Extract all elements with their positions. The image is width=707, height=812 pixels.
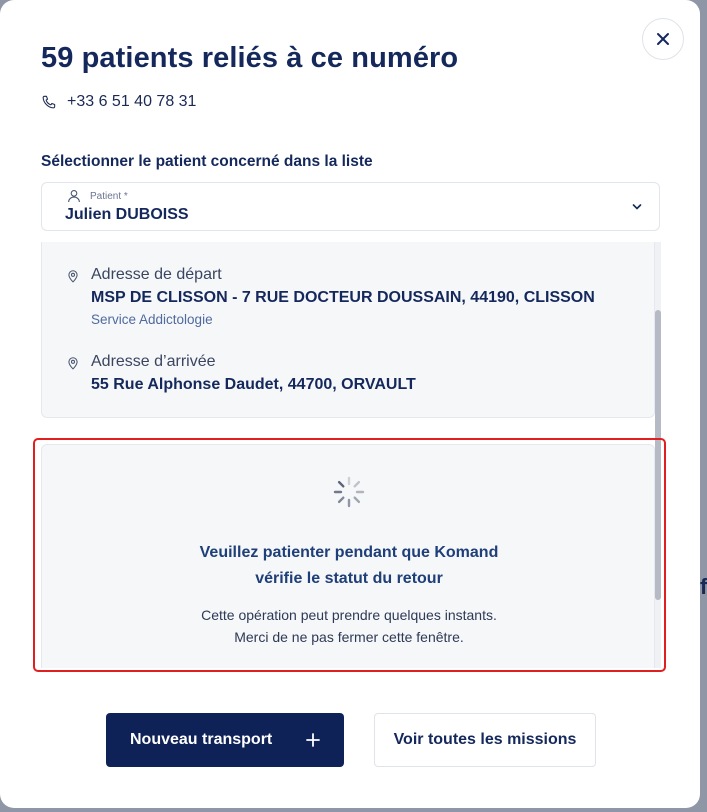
select-patient-label: Sélectionner le patient concerné dans la liste [41,153,373,170]
loading-subtitle-line2: Merci de ne pas fermer cette fenêtre. [234,629,464,645]
chevron-down-icon[interactable] [632,203,642,211]
see-all-missions-button[interactable] [374,713,596,767]
scroll-area[interactable] [41,242,661,668]
loading-card [41,444,655,668]
patient-select[interactable] [41,182,660,231]
spinner-icon [332,475,366,509]
plus-icon [306,733,320,747]
close-icon [656,32,670,46]
scrollbar-thumb[interactable] [655,310,661,600]
new-transport-label: Nouveau transport [130,731,273,748]
patient-select-label: Patient * [90,191,128,202]
loading-subtitle [42,604,656,648]
phone-number: +33 6 51 40 78 31 [67,93,197,110]
arrival-label: Adresse d’arrivée [91,353,216,370]
arrival-value: 55 Rue Alphonse Daudet, 44700, ORVAULT [91,376,416,393]
departure-label: Adresse de départ [91,266,222,283]
phone-row [41,93,196,111]
patient-select-value: Julien DUBOISS [65,206,189,223]
map-pin-icon [66,355,80,371]
backdrop-partial-text: f [700,574,707,599]
loading-title-line1: Veuillez patienter pendant que Komand [199,544,499,561]
departure-service: Service Addictologie [91,312,213,327]
see-all-missions-label: Voir toutes les missions [393,731,577,748]
loading-subtitle-line1: Cette opération peut prendre quelques instants. [201,607,497,623]
map-pin-icon [66,268,80,284]
loading-title-line2: vérifie le statut du retour [255,570,443,587]
loading-title [42,540,656,592]
new-transport-button[interactable] [106,713,344,767]
close-button[interactable] [642,18,684,60]
departure-value: MSP DE CLISSON - 7 RUE DOCTEUR DOUSSAIN, 44190, CLISSON [91,289,595,306]
modal-title: 59 patients reliés à ce numéro [41,42,459,74]
phone-icon [41,94,57,110]
address-card [41,242,655,418]
user-icon [66,188,82,204]
